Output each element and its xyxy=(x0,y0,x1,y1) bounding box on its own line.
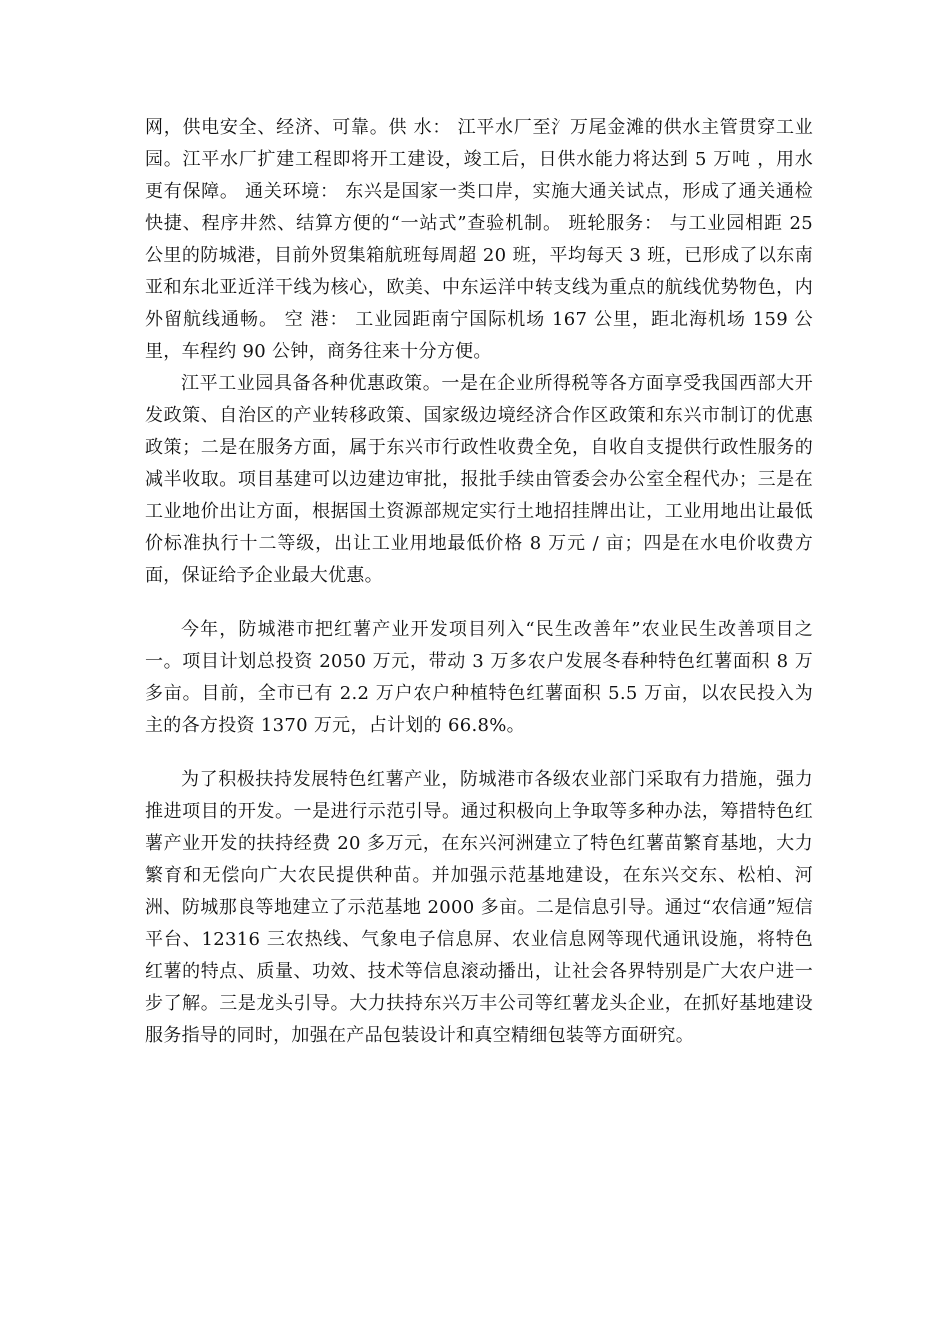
paragraph-support-measures: 为了积极扶持发展特色红薯产业，防城港市各级农业部门采取有力措施，强力推进项目的开发。一是进行示范引导。通过积极向上争取等多种办法，筹措特色红薯产业开发的扶持经费 20 多万元，在东兴河洲建立了特色红薯苗繁育基地，大力繁育和无偿向广大农民提供种苗。并加强示范基地建设，在东兴交东、松柏、河洲、防城那良等地建立了示范基地 2000 多亩。二是信息引导。通过“农信通”短信平台、12316 三农热线、气象电子信息屏、农业信息网等现代通讯设施，将特色红薯的特点、质量、功效、技术等信息滚动播出，让社会各界特别是广大农户进一步了解。三是龙头引导。大力扶持东兴万丰公司等红薯龙头企业，在抓好基地建设服务指导的同时，加强在产品包装设计和真空精细包装等方面研究。 xyxy=(145,769,813,1046)
document-page xyxy=(145,112,813,1052)
paragraph-sweet-potato-project: 今年，防城港市把红薯产业开发项目列入“民生改善年”农业民生改善项目之一。项目计划总投资 2050 万元，带动 3 万多农户发展冬春种特色红薯面积 8 万多亩。目前，全市已有 2.2 万户农户种植特色红薯面积 5.5 万亩，以农民投入为主的各方投资 1370 万元，占计划的 66.8%。 xyxy=(145,619,813,736)
paragraph-preferential-policies: 江平工业园具备各种优惠政策。一是在企业所得税等各方面享受我国西部大开发政策、自治区的产业转移政策、国家级边境经济合作区政策和东兴市制订的优惠政策；二是在服务方面，属于东兴市行政性收费全免，自收自支提供行政性服务的减半收取。项目基建可以边建边审批，报批手续由管委会办公室全程代办；三是在工业地价出让方面，根据国土资源部规定实行土地招挂牌出让，工业用地出让最低价标准执行十二等级，出让工业用地最低价格 8 万元 / 亩；四是在水电价收费方面，保证给予企业最大优惠。 xyxy=(145,373,813,586)
paragraph-infrastructure: 网，供电安全、经济、可靠。供 水： 江平水厂至氵万尾金滩的供水主管贯穿工业园。江平水厂扩建工程即将开工建设，竣工后，日供水能力将达到 5 万吨 ，用水更有保障。 通关环境： 东兴是国家一类口岸，实施大通关试点，形成了通关通检快捷、程序井然、结算方便的“一站式”查验机制。 班轮服务： 与工业园相距 25 公里的防城港，目前外贸集箱航班每周超 20 班，平均每天 3 班，已形成了以东南亚和东北亚近洋干线为核心，欧美、中东运洋中转支线为重点的航线优势物色，内外留航线通畅。 空 港： 工业园距南宁国际机场 167 公里，距北海机场 159 公里，车程约 90 公钟，商务往来十分方便。 xyxy=(145,117,813,362)
